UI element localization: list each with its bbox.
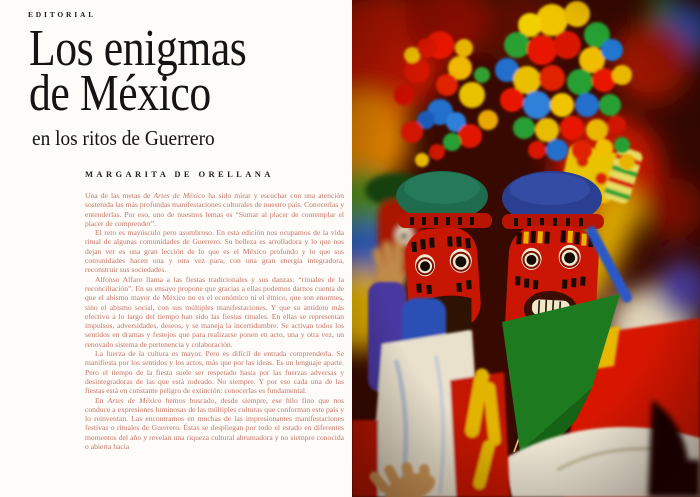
paragraph: El reto es mayúsculo pero asombroso. En esta edición nos ocupamos de la vida ritual de algunas comunidades de Guerrero. Su belleza es arrolladora y lo que nos dejan ver es una gran lección de lo que es el México profundo y lo que sus comunidades hacen una y otra vez para, con una gran energía integradora, reconstruir sus sociedades. <box>85 228 344 275</box>
photo-vignette <box>352 0 700 497</box>
paragraph: En Artes de México hemos buscado, desde siempre, ese hilo fino que nos conduce a expresiones luminosas de las múltiples culturas que conforman este país y lo reinventan. Las encontramos en muchas de las impresionantes manifestaciones festivas o rituales de Guerrero. Éstas se despliegan por todo el estado en diferentes momentos del año y revelan una riqueza cultural abrumadora y no siempre conocida o abierta hacia <box>85 395 344 452</box>
title-line-2: de México <box>29 65 211 122</box>
paragraph: Alfonso Alfaro llama a las fiestas tradicionales y sus danzas: “rituales de la reconciliación”. En su ensayo propone que gracias a ellas podemos darnos cuenta de que el abismo mayor de México no es el económico ni el étnico, que son enormes, sino el abismo social, con sus múltiples manifestaciones. Y que su antídoto más efectivo a lo largo del tiempo han sido las fiestas rituales. En ellas se representan impulsos, adversidades, deseos, y se maneja la incertidumbre. Se activan todos los sentidos en dramas y festejos que para realizarse ponen en acto, una y otra vez, un renovado sistema de pertenencia y colaboración. <box>85 274 344 349</box>
article-body <box>85 191 344 451</box>
page-subtitle: en los ritos de Guerrero <box>32 126 215 150</box>
paragraph: Una de las metas de Artes de México ha sido mirar y escuchar con una atención sostenida las más profundas manifestaciones culturales de nuestro país. Conocerlas y entenderlas. Por eso, uno de nuestros lemas es “Sumar al placer de contemplar el placer de comprender”. <box>85 191 344 228</box>
kicker: EDITORIAL <box>28 10 96 19</box>
festival-photo <box>352 0 700 497</box>
byline: MARGARITA DE ORELLANA <box>85 169 274 179</box>
title-line-1: Los enigmas <box>29 20 247 77</box>
page-title <box>29 20 247 122</box>
paragraph: La fuerza de la cultura es mayor. Pero es difícil de entrada comprenderla. Se manifiesta por los sentidos y los actos, más que por las ideas. Es un lenguaje aparte. Pero el tiempo de la fiesta suele ser respetado hasta por las fuerzas adversas y desintegradoras de las que está rodeado. No siempre. Y por eso cada una de las fiestas está en constante peligro de extinción: conocerlas es fundamental. <box>85 349 344 396</box>
